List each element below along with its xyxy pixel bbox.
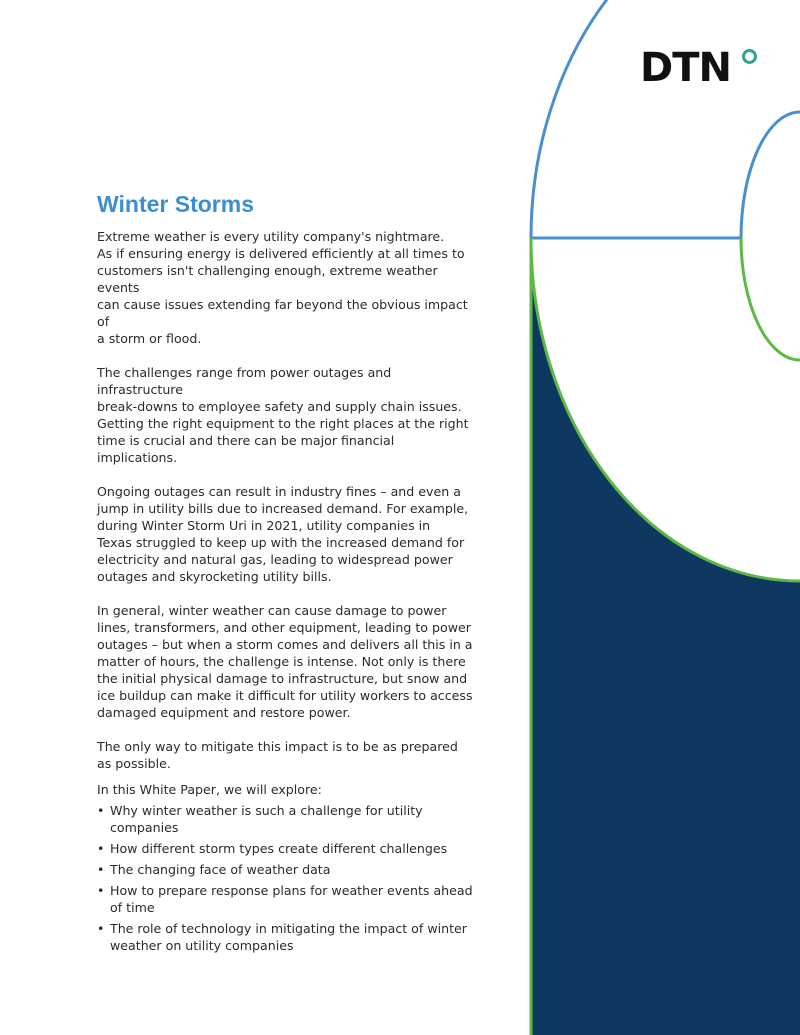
paragraph-line: jump in utility bills due to increased demand. For example,	[97, 501, 469, 516]
bullet-icon: •	[97, 862, 105, 877]
bullet-icon: •	[97, 803, 105, 818]
list-item-line: How different storm types create different challenges	[110, 841, 448, 856]
intro-text: In this White Paper, we will explore:	[97, 782, 322, 797]
logo-text: DTN	[640, 45, 731, 91]
paragraph-line: the initial physical damage to infrastructure, but snow and	[97, 671, 468, 686]
logo-dot-icon	[742, 49, 757, 64]
paragraph-line: can cause issues extending far beyond the obvious impact of	[97, 297, 468, 329]
paragraph-line: lines, transformers, and other equipment, leading to power	[97, 620, 471, 635]
navy-quarter-shape	[531, 238, 800, 1035]
list-item	[97, 802, 477, 836]
topics-list	[97, 802, 477, 954]
paragraph-line: Ongoing outages can result in industry fines – and even a	[97, 484, 461, 499]
list-item-line: of time	[110, 900, 155, 915]
document-body	[97, 189, 477, 958]
paragraph-line: electricity and natural gas, leading to widespread power	[97, 552, 453, 567]
paragraph-line: As if ensuring energy is delivered efficiently at all times to	[97, 246, 465, 261]
body-paragraph	[97, 602, 477, 721]
list-item-line: weather on utility companies	[110, 938, 294, 953]
bullet-icon: •	[97, 841, 105, 856]
paragraph-line: outages and skyrocketing utility bills.	[97, 569, 332, 584]
paragraph-line: break-downs to employee safety and supply chain issues.	[97, 399, 462, 414]
body-paragraph	[97, 738, 477, 772]
dtn-logo	[640, 44, 758, 92]
paragraph-line: ice buildup can make it difficult for utility workers to access	[97, 688, 473, 703]
paragraph-line: time is crucial and there can be major financial implications.	[97, 433, 395, 465]
paragraph-line: Extreme weather is every utility company's nightmare.	[97, 229, 445, 244]
paragraph-line: customers isn't challenging enough, extreme weather events	[97, 263, 438, 295]
list-item	[97, 861, 477, 878]
paragraph-line: Texas struggled to keep up with the increased demand for	[97, 535, 465, 550]
paragraph-line: matter of hours, the challenge is intense. Not only is there	[97, 654, 466, 669]
body-paragraph	[97, 228, 477, 347]
paragraph-list	[97, 228, 477, 772]
bullet-icon: •	[97, 921, 105, 936]
list-item	[97, 882, 477, 916]
list-item-line: Why winter weather is such a challenge for utility	[110, 803, 423, 818]
blue-inner-arc	[741, 112, 800, 238]
paragraph-line: a storm or flood.	[97, 331, 202, 346]
list-item-line: The changing face of weather data	[110, 862, 331, 877]
bullet-icon: •	[97, 883, 105, 898]
paragraph-line: The challenges range from power outages and infrastructure	[97, 365, 392, 397]
body-paragraph	[97, 364, 477, 466]
paragraph-line: as possible.	[97, 756, 171, 771]
paragraph-line: Getting the right equipment to the right places at the right	[97, 416, 469, 431]
green-inner-arc	[741, 238, 800, 360]
paragraph-line: during Winter Storm Uri in 2021, utility companies in	[97, 518, 431, 533]
list-item	[97, 920, 477, 954]
body-paragraph	[97, 483, 477, 585]
list-item-line: The role of technology in mitigating the impact of winter	[110, 921, 467, 936]
paragraph-line: damaged equipment and restore power.	[97, 705, 351, 720]
list-item	[97, 840, 477, 857]
list-item-line: How to prepare response plans for weather events ahead	[110, 883, 473, 898]
list-item-line: companies	[110, 820, 179, 835]
paragraph-line: outages – but when a storm comes and delivers all this in a	[97, 637, 473, 652]
blue-outer-arc	[531, 0, 623, 238]
paragraph-line: In general, winter weather can cause damage to power	[97, 603, 447, 618]
page-title: Winter Storms	[97, 191, 254, 217]
paragraph-line: The only way to mitigate this impact is to be as prepared	[97, 739, 458, 754]
